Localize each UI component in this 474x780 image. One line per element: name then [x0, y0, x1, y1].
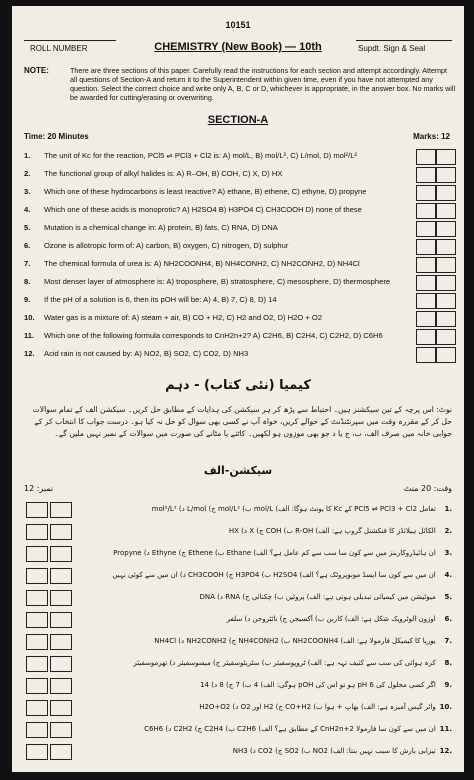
question-text: Which one of the following formula corresponds to CnH2n+2? A) C2H6, B) C2H4, C) C2H2, D) C6H6 [44, 331, 383, 340]
question-number: .6 [444, 615, 452, 623]
question-number: 2. [24, 169, 31, 178]
urdu-question-row [84, 610, 452, 628]
urdu-question-row [84, 676, 452, 694]
answer-box[interactable] [50, 546, 72, 562]
question-text: الکائل ہیلائڈز کا فنکشنل گروپ ہے: الف) R-OH ب) COH ج) X د) HX [228, 527, 436, 535]
question-number: 6. [24, 241, 31, 250]
urdu-section-title: سیکشن-الف [203, 464, 273, 477]
urdu-question-row [84, 654, 452, 672]
question-row [24, 292, 414, 308]
question-text: اگر کسی محلول کی pH 6 ہو تو اس کی pOH ہوگی: الف) 4 ب) 7 ج) 8 د) 14 [200, 681, 436, 689]
note-label: NOTE: [24, 66, 49, 75]
question-row [24, 238, 414, 254]
roll-number-label: ROLL NUMBER [30, 44, 88, 53]
urdu-time-label: وقت: 20 منٹ [403, 484, 452, 493]
question-text: If the pH of a solution is 6, then its pOH will be: A) 4, B) 7, C) 8, D) 14 [44, 295, 277, 304]
question-text: ان میں سے کون سا فارمولا CnH2n+2 کے مطابق ہے؟ الف) C2H6 ب) C2H4 ج) C2H2 د) C6H6 [144, 725, 436, 733]
answer-box[interactable] [416, 293, 436, 309]
question-row [24, 310, 414, 326]
question-number: 10. [24, 313, 35, 322]
question-text: ان میں سے کون سا ایسڈ مونوپروٹک ہے؟ الف) H2SO4 ب) H3PO4 ج) CH3COOH د) ان میں سے کوئی نہیں [112, 571, 436, 579]
urdu-question-row [84, 698, 452, 716]
question-row [24, 184, 414, 200]
paper-title: CHEMISTRY (New Book) — 10th [154, 41, 322, 53]
answer-box[interactable] [416, 275, 436, 291]
urdu-marks-label: نمبر: 12 [24, 484, 54, 493]
answer-box[interactable] [416, 347, 436, 363]
question-text: Acid rain is not caused by: A) NO2, B) SO2, C) CO2, D) NH3 [44, 349, 249, 358]
answer-box[interactable] [436, 185, 456, 201]
question-row [24, 346, 414, 362]
answer-box[interactable] [416, 203, 436, 219]
question-text: اوزون الوٹروپک شکل ہے: الف) کاربن ب) آکسیجن ج) نائٹروجن د) سلفر [226, 615, 436, 623]
section-a-title: SECTION-A [207, 114, 269, 126]
question-text: ان ہائیڈروکاربنز میں سے کون سا سب سے کم عامل ہے؟ الف) Ethane ب) Ethene ج) Ethyne د) Propyne [113, 549, 436, 557]
question-number: 5. [24, 223, 31, 232]
question-text: Which one of these hydrocarbons is least reactive? A) ethane, B) ethene, C) ethyne, D) propyne [44, 187, 367, 196]
marks-label: Marks: 12 [413, 132, 450, 141]
answer-box[interactable] [50, 590, 72, 606]
paper-code: 10151 [225, 20, 251, 30]
answer-box[interactable] [416, 221, 436, 237]
question-number: .1 [444, 505, 452, 513]
answer-box[interactable] [26, 700, 48, 716]
question-row [24, 220, 414, 236]
urdu-question-row [84, 566, 452, 584]
question-text: Mutation is a chemical change in: A) protein, B) fats, C) RNA, D) DNA [44, 223, 278, 232]
answer-box[interactable] [416, 149, 436, 165]
answer-box[interactable] [436, 347, 456, 363]
question-text: تیزابی بارش کا سبب نہیں بنتا: الف) NO2 ب) SO2 ج) CO2 د) NH3 [232, 747, 436, 755]
urdu-question-row [84, 632, 452, 650]
answer-box[interactable] [26, 568, 48, 584]
question-number: 12. [24, 349, 35, 358]
answer-box[interactable] [26, 590, 48, 606]
question-text: میوٹیشن میں کیمیائی تبدیلی ہوتی ہے: الف) پروٹین ب) چکنائی ج) RNA د) DNA [199, 593, 436, 601]
answer-box[interactable] [436, 239, 456, 255]
answer-box[interactable] [436, 203, 456, 219]
question-number: .5 [444, 593, 452, 601]
answer-box[interactable] [50, 744, 72, 760]
urdu-note: نوٹ: اس پرچہ کے تین سیکشنز ہیں۔ احتیاط سے پڑھ کر ہر سیکشن کی ہدایات کے مطابق حل کریں۔ سیکشن الف کے تمام سوالات حل کر کے مقررہ وقت میں سپرنٹنڈنٹ کے حوالے کریں، خواہ آپ نے کسی بھی سوال کو حل نہ کیا ہو۔ درست جواب کا انتخاب کر کے جوابی خانہ میں صرف الف، ب، ج یا د جو بھی موزوں ہو لکھیں۔ کاٹنے یا مٹانے کی صورت میں سوالات کے نمبر نہیں ملیں گے۔ [32, 405, 452, 438]
answer-box[interactable] [50, 722, 72, 738]
question-number: .4 [444, 571, 452, 579]
urdu-title: کیمیا (نئی کتاب) - دہم [165, 378, 311, 393]
question-text: Water gas is a mixture of: A) steam + air, B) CO + H2, C) H2 and O2, D) H2O + O2 [44, 313, 323, 322]
question-number: .3 [444, 549, 452, 557]
question-number: 3. [24, 187, 31, 196]
note-text: There are three sections of this paper. Carefully read the instructions for each section and attempt accordingly. Attempt all questions of Section-A and return it to the Superintendent within given time, even if you have not attempted any question. Select the correct choice and write only A, B, C or D, whichever is appropriate, in the answer box. No marks will be awarded for cutting/erasing or overwriting. [70, 66, 456, 102]
question-number: 1. [24, 151, 31, 160]
answer-box[interactable] [436, 275, 456, 291]
question-number: 8. [24, 277, 31, 286]
urdu-question-row [84, 720, 452, 738]
question-number: .2 [444, 527, 452, 535]
answer-box[interactable] [436, 311, 456, 327]
question-row [24, 202, 414, 218]
signature-line [356, 40, 452, 41]
question-text: The chemical formula of urea is: A) NH2COONH4, B) NH4CONH2, C) NH2CONH2, D) NH4Cl [44, 259, 360, 268]
question-number: 4. [24, 205, 31, 214]
urdu-question-row [84, 742, 452, 760]
urdu-question-row [84, 500, 452, 518]
answer-box[interactable] [50, 568, 72, 584]
answer-box[interactable] [50, 502, 72, 518]
question-row [24, 328, 414, 344]
question-text: کرہ ہوائی کی سب سے کثیف تہہ ہے: الف) ٹروپوسفیئر ب) سٹریٹوسفیئر ج) میسوسفیئر د) تھرموسفیئر [133, 659, 436, 667]
answer-box[interactable] [26, 546, 48, 562]
question-text: یوریا کا کیمیکل فارمولا ہے: الف) NH2COONH4 ب) NH4CONH2 ج) NH2CONH2 د) NH4Cl [154, 637, 436, 645]
answer-box[interactable] [50, 678, 72, 694]
urdu-question-row [84, 522, 452, 540]
answer-box[interactable] [50, 700, 72, 716]
answer-box[interactable] [436, 149, 456, 165]
exam-sheet [12, 6, 464, 772]
answer-box[interactable] [50, 634, 72, 650]
question-row [24, 166, 414, 182]
answer-box[interactable] [26, 524, 48, 540]
answer-box[interactable] [416, 167, 436, 183]
question-number: 9. [24, 295, 31, 304]
question-number: 11. [24, 331, 35, 340]
question-number: .9 [444, 681, 452, 689]
question-number: .10 [439, 703, 452, 711]
answer-box[interactable] [436, 167, 456, 183]
question-text: Ozone is allotropic form of: A) carbon, B) oxygen, C) nitrogen, D) sulphur [44, 241, 289, 250]
question-row [24, 274, 414, 290]
question-number: .12 [439, 747, 452, 755]
question-number: .8 [444, 659, 452, 667]
question-number: 7. [24, 259, 31, 268]
answer-box[interactable] [50, 612, 72, 628]
question-text: تعامل PCl5 ⇌ PCl3 + Cl2 کے Kc کا یونٹ ہوگا: الف) mol/L ب) mol/L² ج) L/mol د) mol²/L² [151, 505, 436, 513]
question-row [24, 256, 414, 272]
question-text: Most denser layer of atmosphere is: A) troposphere, B) stratosphere, C) mesosphere, D) thermosphere [44, 277, 391, 286]
question-text: Which one of these acids is monoprotic? A) H2SO4 B) H3PO4 C) CH3COOH D) none of these [44, 205, 362, 214]
answer-box[interactable] [50, 524, 72, 540]
answer-box[interactable] [26, 678, 48, 694]
question-text: واٹر گیس آمیزہ ہے: الف) بھاپ + ہوا ب) CO+H2 ج) H2 اور O2 د) H2O+O2 [199, 703, 436, 711]
answer-box[interactable] [436, 329, 456, 345]
answer-box[interactable] [416, 239, 436, 255]
urdu-question-row [84, 544, 452, 562]
answer-box[interactable] [26, 612, 48, 628]
question-row [24, 148, 414, 164]
answer-box[interactable] [26, 656, 48, 672]
answer-box[interactable] [416, 185, 436, 201]
answer-box[interactable] [26, 722, 48, 738]
answer-box[interactable] [26, 744, 48, 760]
question-number: .11 [439, 725, 452, 733]
question-text: The functional group of alkyl halides is: A) R–OH, B) COH, C) X, D) HX [44, 169, 283, 178]
time-label: Time: 20 Minutes [24, 132, 89, 141]
question-number: .7 [444, 637, 452, 645]
urdu-question-row [84, 588, 452, 606]
superintendent-sign-label: Supdt. Sign & Seal [358, 44, 426, 53]
answer-box[interactable] [436, 221, 456, 237]
answer-box[interactable] [416, 329, 436, 345]
answer-box[interactable] [50, 656, 72, 672]
question-text: The unit of Kc for the reaction, PCl5 ⇌ PCl3 + Cl2 is: A) mol/L, B) mol/L², C) L/mol, D) mol²/L² [44, 151, 357, 160]
answer-box[interactable] [26, 502, 48, 518]
answer-box[interactable] [26, 634, 48, 650]
answer-box[interactable] [416, 311, 436, 327]
answer-box[interactable] [436, 257, 456, 273]
answer-box[interactable] [416, 257, 436, 273]
answer-box[interactable] [436, 293, 456, 309]
